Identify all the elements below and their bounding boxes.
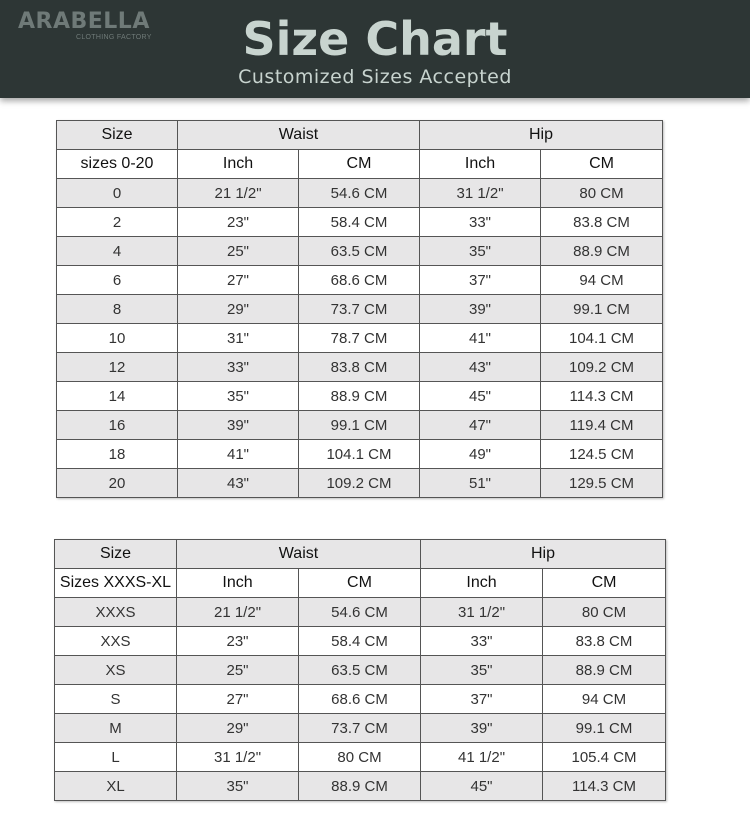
table-cell: 35" — [177, 772, 299, 801]
group-header-cell: Waist — [177, 540, 421, 569]
group-header-cell: Waist — [178, 121, 420, 150]
size-table-numeric — [56, 120, 663, 498]
table-cell: 37" — [420, 266, 541, 295]
logo-tagline: CLOTHING FACTORY — [76, 34, 152, 41]
table-cell: 63.5 CM — [299, 237, 420, 266]
table-cell: 21 1/2" — [178, 179, 299, 208]
table-cell: 39" — [420, 295, 541, 324]
table-cell: 104.1 CM — [299, 440, 420, 469]
table-cell: 114.3 CM — [543, 772, 666, 801]
sub-header-cell: CM — [541, 150, 663, 179]
table-cell: 33" — [421, 627, 543, 656]
table-cell: 109.2 CM — [541, 353, 663, 382]
page-header — [0, 0, 750, 98]
table-cell: 47" — [420, 411, 541, 440]
page-subtitle: Customized Sizes Accepted — [238, 66, 512, 88]
table-row — [55, 656, 666, 685]
table-row — [57, 208, 663, 237]
table-cell: 35" — [420, 237, 541, 266]
table-cell: 99.1 CM — [299, 411, 420, 440]
table-row — [57, 353, 663, 382]
table-cell: 94 CM — [541, 266, 663, 295]
table-cell: 94 CM — [543, 685, 666, 714]
table-group-header-row — [55, 540, 666, 569]
table-cell: 80 CM — [543, 598, 666, 627]
sub-header-cell: sizes 0-20 — [57, 150, 178, 179]
table-cell: 25" — [178, 237, 299, 266]
sub-header-cell: Inch — [421, 569, 543, 598]
sub-header-cell: Inch — [178, 150, 299, 179]
size-table-letter — [54, 539, 666, 801]
sub-header-cell: Inch — [177, 569, 299, 598]
table-row — [57, 411, 663, 440]
sub-header-cell: CM — [299, 569, 421, 598]
table-cell: 45" — [421, 772, 543, 801]
table-cell: 0 — [57, 179, 178, 208]
table-row — [55, 772, 666, 801]
table-cell: 29" — [177, 714, 299, 743]
table-cell: 88.9 CM — [541, 237, 663, 266]
table-cell: 35" — [178, 382, 299, 411]
table-cell: 29" — [178, 295, 299, 324]
group-header-cell: Size — [57, 121, 178, 150]
table-cell: 88.9 CM — [299, 382, 420, 411]
table-row — [57, 179, 663, 208]
table-row — [57, 440, 663, 469]
table-cell: XXS — [55, 627, 177, 656]
table-cell: 35" — [421, 656, 543, 685]
table-cell: 78.7 CM — [299, 324, 420, 353]
table-cell: 49" — [420, 440, 541, 469]
sub-header-cell: CM — [299, 150, 420, 179]
table-cell: 41" — [178, 440, 299, 469]
table-cell: S — [55, 685, 177, 714]
table-cell: 54.6 CM — [299, 179, 420, 208]
table-cell: 80 CM — [541, 179, 663, 208]
table-cell: 45" — [420, 382, 541, 411]
table-cell: XXXS — [55, 598, 177, 627]
table-cell: 8 — [57, 295, 178, 324]
table-row — [55, 685, 666, 714]
group-header-cell: Size — [55, 540, 177, 569]
table-cell: 83.8 CM — [541, 208, 663, 237]
table-cell: 80 CM — [299, 743, 421, 772]
table-row — [55, 714, 666, 743]
table-cell: 41" — [420, 324, 541, 353]
table-cell: 68.6 CM — [299, 266, 420, 295]
table-cell: 124.5 CM — [541, 440, 663, 469]
table-row — [55, 598, 666, 627]
table-cell: 73.7 CM — [299, 714, 421, 743]
table-cell: 73.7 CM — [299, 295, 420, 324]
table-cell: 39" — [421, 714, 543, 743]
table-cell: 20 — [57, 469, 178, 498]
table-cell: 58.4 CM — [299, 627, 421, 656]
table-cell: 27" — [177, 685, 299, 714]
table-cell: 104.1 CM — [541, 324, 663, 353]
table-cell: 23" — [177, 627, 299, 656]
table-cell: 33" — [420, 208, 541, 237]
table-cell: 88.9 CM — [299, 772, 421, 801]
group-header-cell: Hip — [420, 121, 663, 150]
table-cell: 18 — [57, 440, 178, 469]
table-cell: 99.1 CM — [541, 295, 663, 324]
table-cell: 105.4 CM — [543, 743, 666, 772]
table-cell: 39" — [178, 411, 299, 440]
table-cell: 2 — [57, 208, 178, 237]
table-cell: 58.4 CM — [299, 208, 420, 237]
table-cell: 16 — [57, 411, 178, 440]
table-cell: 83.8 CM — [299, 353, 420, 382]
page-title: Size Chart — [242, 12, 508, 66]
table-cell: 12 — [57, 353, 178, 382]
table-cell: 23" — [178, 208, 299, 237]
table-cell: 31 1/2" — [421, 598, 543, 627]
table-row — [55, 627, 666, 656]
table-cell: L — [55, 743, 177, 772]
table-row — [57, 382, 663, 411]
table-cell: 14 — [57, 382, 178, 411]
table-row — [57, 266, 663, 295]
table-cell: 88.9 CM — [543, 656, 666, 685]
table-group-header-row — [57, 121, 663, 150]
table-cell: 31 1/2" — [177, 743, 299, 772]
table-cell: 27" — [178, 266, 299, 295]
table-cell: 4 — [57, 237, 178, 266]
table-cell: 99.1 CM — [543, 714, 666, 743]
table-row — [55, 743, 666, 772]
table-cell: 63.5 CM — [299, 656, 421, 685]
table-cell: M — [55, 714, 177, 743]
table-row — [57, 295, 663, 324]
sub-header-cell: Inch — [420, 150, 541, 179]
table-row — [57, 237, 663, 266]
table-cell: 51" — [420, 469, 541, 498]
sub-header-cell: CM — [543, 569, 666, 598]
table-cell: 109.2 CM — [299, 469, 420, 498]
table-cell: 21 1/2" — [177, 598, 299, 627]
table-cell: 31" — [178, 324, 299, 353]
table-cell: 37" — [421, 685, 543, 714]
table-cell: 129.5 CM — [541, 469, 663, 498]
table-cell: 43" — [178, 469, 299, 498]
table-cell: 68.6 CM — [299, 685, 421, 714]
table-row — [57, 469, 663, 498]
table-cell: 6 — [57, 266, 178, 295]
sub-header-cell: Sizes XXXS-XL — [55, 569, 177, 598]
table-row — [57, 324, 663, 353]
table-cell: 41 1/2" — [421, 743, 543, 772]
table-cell: XL — [55, 772, 177, 801]
table-sub-header-row — [57, 150, 663, 179]
table-cell: 33" — [178, 353, 299, 382]
table-cell: 54.6 CM — [299, 598, 421, 627]
table-cell: 83.8 CM — [543, 627, 666, 656]
group-header-cell: Hip — [421, 540, 666, 569]
table-cell: 114.3 CM — [541, 382, 663, 411]
table-cell: 31 1/2" — [420, 179, 541, 208]
table-cell: 10 — [57, 324, 178, 353]
table-cell: 25" — [177, 656, 299, 685]
table-cell: 43" — [420, 353, 541, 382]
logo-wordmark: ARABELLA — [18, 9, 150, 34]
table-sub-header-row — [55, 569, 666, 598]
table-cell: XS — [55, 656, 177, 685]
table-cell: 119.4 CM — [541, 411, 663, 440]
